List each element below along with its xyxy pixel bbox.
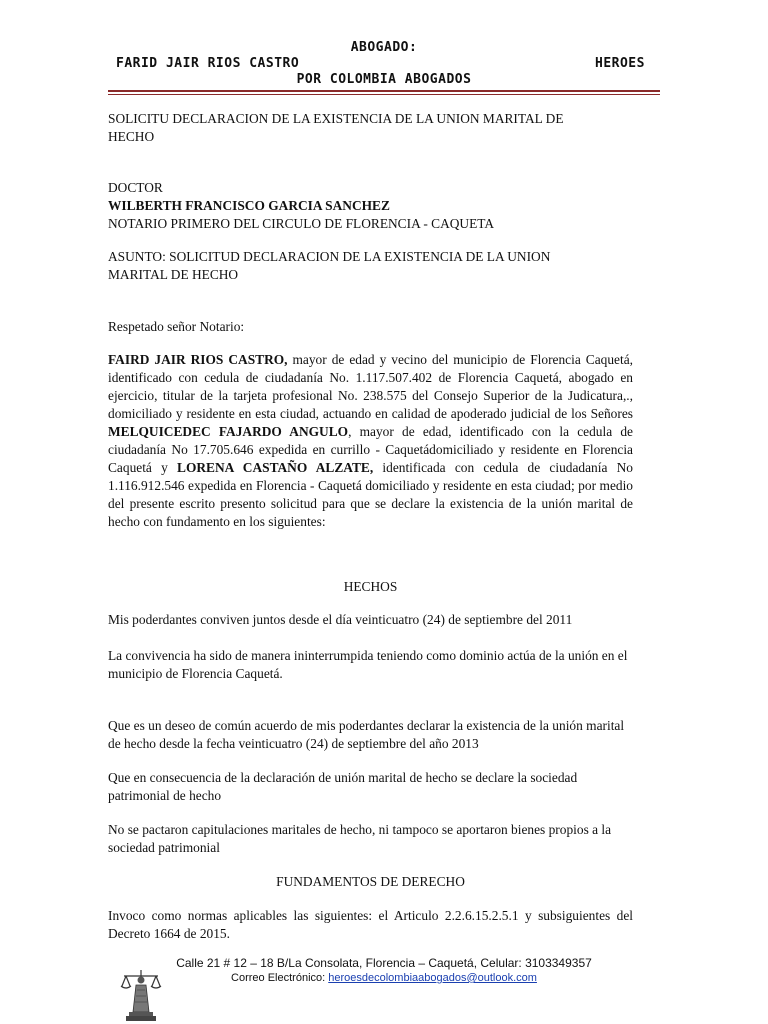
addressee-position: NOTARIO PRIMERO DEL CIRCULO DE FLORENCIA - CAQUETA	[108, 216, 495, 231]
subject-line2: MARITAL DE HECHO	[108, 267, 239, 282]
client1-name: MELQUICEDEC FAJARDO ANGULO	[108, 424, 349, 439]
subject-block	[108, 248, 648, 284]
hechos-heading: HECHOS	[343, 579, 398, 594]
intro-text-3: identificada con cedula de ciudadanía No 1.116.912.546 expedida en Florencia - Caquetá domiciliado y residente en esta ciudad; por medio del presente escrito presento solicitud para que se declare la existencia de la unión marital de hecho con fundamento en los siguientes:	[108, 460, 633, 529]
intro-paragraph	[108, 351, 633, 531]
subject-line1: ASUNTO: SOLICITUD DECLARACION DE LA EXISTENCIA DE LA UNION	[108, 249, 551, 264]
justice-statue-logo-icon	[116, 962, 166, 1024]
hecho-item-3: Que es un deseo de común acuerdo de mis poderdantes declarar la existencia de la unión marital de hecho desde la fecha veinticuatro (24) de septiembre del año 2013	[108, 718, 625, 751]
header-org-part1: HEROES	[595, 56, 645, 71]
hecho-item-4: Que en consecuencia de la declaración de unión marital de hecho se declare la sociedad patrimonial de hecho	[108, 770, 578, 803]
document-title	[108, 110, 648, 146]
fundamentos-heading: FUNDAMENTOS DE DERECHO	[276, 874, 465, 889]
header-org-part2: POR COLOMBIA ABOGADOS	[296, 72, 472, 87]
document-title-line1: SOLICITU DECLARACION DE LA EXISTENCIA DE LA UNION MARITAL DE	[108, 111, 564, 126]
document-title-line2: HECHO	[108, 129, 155, 144]
hecho-item-2: La convivencia ha sido de manera ininterrumpida teniendo como dominio actúa de la unión en el municipio de Florencia Caquetá.	[108, 648, 628, 681]
header-divider-bottom	[108, 94, 660, 95]
greeting: Respetado señor Notario:	[108, 319, 245, 334]
fundamentos-text: Invoco como normas aplicables las siguientes: el Articulo 2.2.6.15.2.5.1 y subsiguientes del Decreto 1664 de 2015.	[108, 908, 633, 941]
addressee-name: WILBERTH FRANCISCO GARCIA SANCHEZ	[108, 198, 390, 213]
footer-address: Calle 21 # 12 – 18 B/La Consolata, Florencia – Caquetá, Celular: 3103349357	[176, 956, 592, 970]
header-lawyer-name: FARID JAIR RIOS CASTRO	[116, 56, 300, 71]
footer-email-link[interactable]: heroesdecolombiaabogados@outlook.com	[328, 972, 537, 984]
hecho-item-5: No se pactaron capitulaciones maritales de hecho, ni tampoco se aportaron bienes propios a la sociedad patrimonial	[108, 822, 612, 855]
header-profession: ABOGADO:	[350, 40, 418, 55]
hecho-item-1: Mis poderdantes conviven juntos desde el día veinticuatro (24) de septiembre del 2011	[108, 612, 573, 627]
lawyer-name-bold: FAIRD JAIR RIOS CASTRO,	[108, 352, 288, 367]
addressee-title: DOCTOR	[108, 180, 163, 195]
addressee-block	[108, 179, 633, 233]
client2-name: LORENA CASTAÑO ALZATE,	[177, 460, 374, 475]
footer-email-label: Correo Electrónico:	[231, 972, 329, 984]
intro-text-1: mayor de edad y vecino del municipio de Florencia Caquetá, identificado con cedula de ciudadanía No. 1.117.507.402 de Florencia Caquetá, abogado en ejercicio, titular de la tarjeta profesional No. 238.575 del Consejo Superior de la Judicatura,., domiciliado y residente en esta ciudad, actuando en calidad de apoderado judicial de los Señores	[108, 352, 633, 421]
intro-text-2: , mayor de edad, identificado con la cedula de ciudadanía No 17.705.646 expedida en currillo - Caquetádomiciliado y residente en Florencia Caquetá y	[108, 424, 633, 475]
header-divider-top	[108, 90, 660, 92]
